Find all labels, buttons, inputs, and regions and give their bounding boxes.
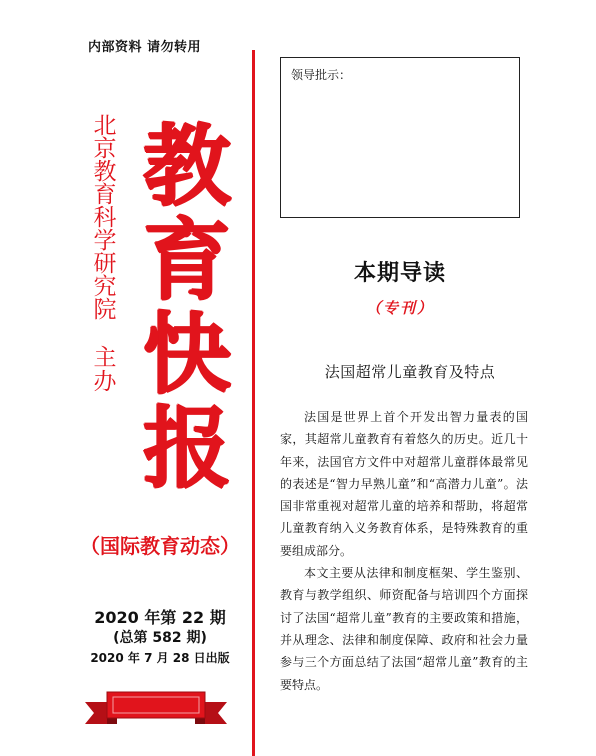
article-paragraph: 法国是世界上首个开发出智力量表的国家，其超常儿童教育有着悠久的历史。近几十年来，法国官方文件中对超常儿童群体最常见的表述是“智力早熟儿童”和“高潜力儿童”。法国非常重视对超常儿童的培养和帮助，将超常儿童教育纳入义务教育体系，是特殊教育的重要组成部分。 [280,410,528,558]
masthead-title-char: 报 [142,397,231,500]
institute-char: 学 [93,228,117,254]
issue-total-number: (总第 582 期) [113,630,207,646]
institute-name-vertical [90,115,120,322]
host-char: 主 [93,345,117,371]
article-body [280,406,528,696]
institute-char: 京 [93,136,117,162]
masthead-subtitle: （国际教育动态） [80,534,240,558]
internal-use-notice: 内部资料 请勿转用 [88,40,202,55]
masthead-title-char: 教 [142,115,231,218]
vertical-divider [252,50,255,756]
digest-title: 本期导读 [353,260,446,286]
institute-char: 北 [93,113,117,139]
institute-char: 教 [93,159,117,185]
publication-date: 2020 年 7 月 28 日出版 [90,651,230,665]
digest-subtitle: （专刊） [365,299,434,317]
host-label-vertical [90,346,120,394]
masthead-title [137,115,237,500]
institute-char: 科 [93,205,117,231]
masthead-title-char: 育 [142,209,231,312]
institute-char: 研 [93,251,117,277]
issue-number: 2020 年第 22 期 [94,608,226,627]
institute-char: 究 [93,274,117,300]
leader-comment-box [280,57,520,218]
article-paragraph: 本文主要从法律和制度框架、学生鉴别、教育与教学组织、师资配备与培训四个方面探讨了法国“超常儿童”教育的主要政策和措施，并从理念、法律和制度保障、政府和社会力量参与三个方面总结了法国“超常儿童”教育的主要特点。 [280,566,528,692]
institute-char: 院 [93,297,117,323]
article-title: 法国超常儿童教育及特点 [324,363,496,381]
masthead-title-char: 快 [142,303,231,406]
leader-comment-label: 领导批示： [291,68,352,82]
institute-char: 育 [93,182,117,208]
host-char: 办 [93,369,117,395]
ribbon-banner-icon [85,688,227,726]
